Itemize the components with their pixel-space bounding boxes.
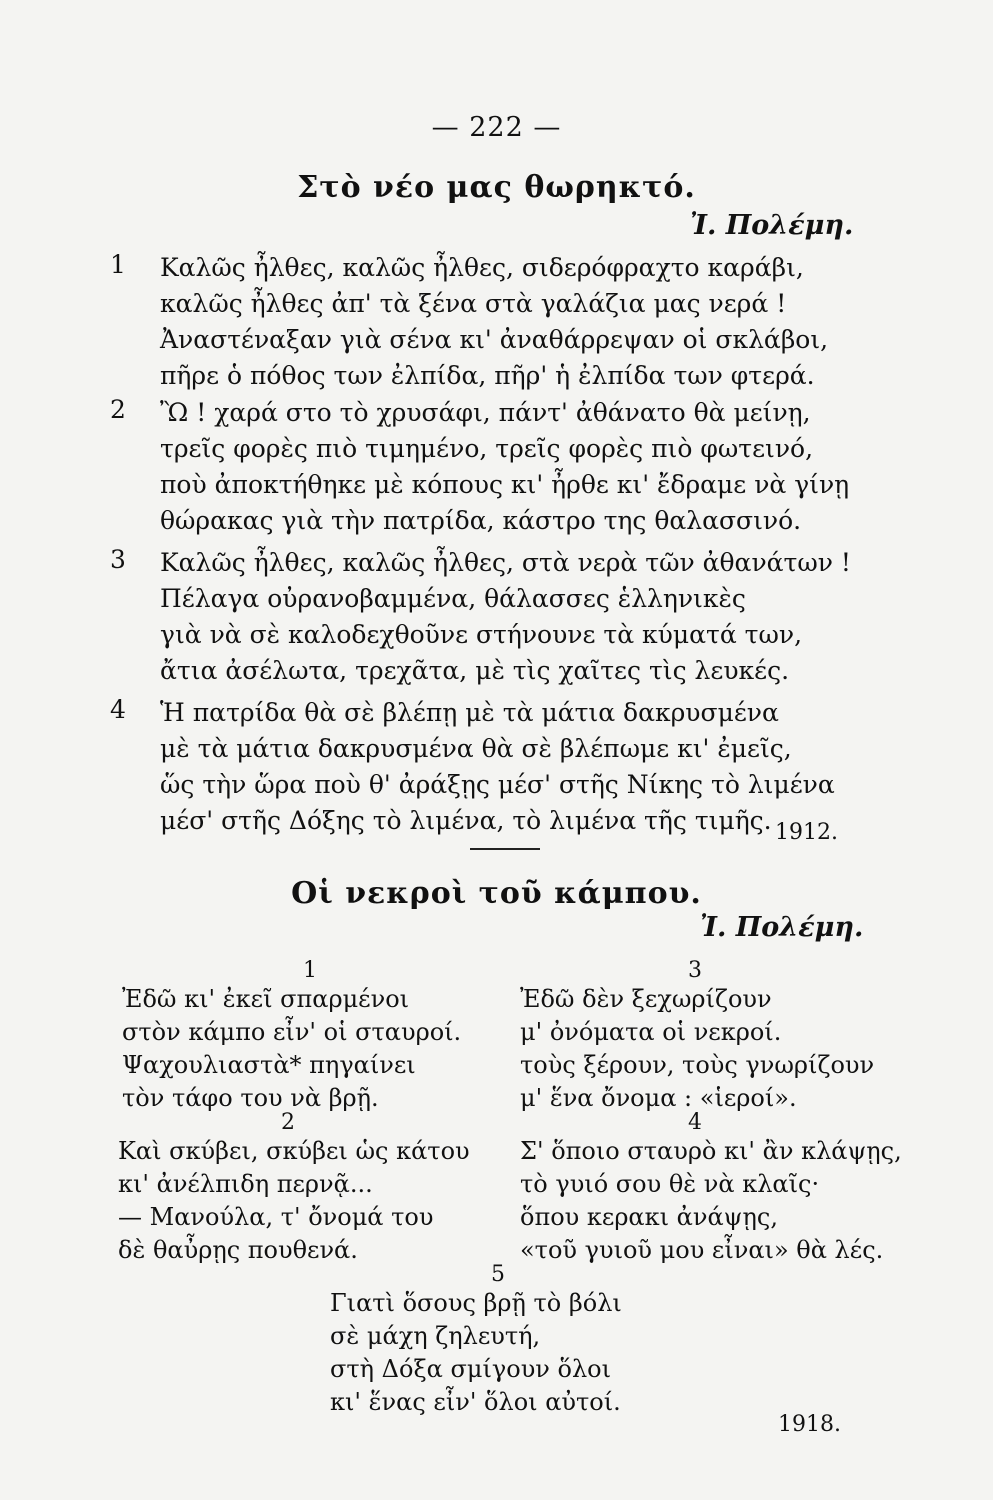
verse-line: καλῶς ἦλθες ἀπ' τὰ ξένα στὰ γαλάζια μας νερά ! [160, 289, 787, 318]
verse-line: στὸν κάμπο εἶν' οἱ σταυροί. [122, 1018, 462, 1046]
stanza-number: 5 [491, 1262, 505, 1287]
verse-line: Ψαχουλιαστὰ* πηγαίνει [122, 1051, 416, 1079]
stanza-number: 3 [688, 958, 702, 983]
stanza-number: 4 [110, 695, 126, 724]
stanza-number: 2 [281, 1110, 295, 1135]
page-number: — 222 — [431, 112, 562, 143]
poem1-title: Στὸ νέο μας θωρηκτό. [297, 170, 696, 205]
verse-line: ὅπου κερακι ἀνάψῃς, [520, 1203, 778, 1231]
poem1-author: Ἰ. Πολέμη. [690, 210, 854, 241]
poem2-title: Οἱ νεκροὶ τοῦ κάμπου. [291, 876, 702, 911]
verse-line: «τοῦ γυιοῦ μου εἶναι» θὰ λές. [520, 1236, 884, 1264]
verse-line: τρεῖς φορὲς πιὸ τιμημένο, τρεῖς φορὲς πιὸ φωτεινό, [160, 434, 814, 463]
verse-line: μὲ τὰ μάτια δακρυσμένα θὰ σὲ βλέπωμε κι' ἐμεῖς, [160, 734, 792, 763]
verse-line: Ἐδῶ κι' ἐκεῖ σπαρμένοι [122, 985, 410, 1013]
verse-line: δὲ θαὖρῃς πουθενά. [118, 1236, 358, 1264]
verse-line: Πέλαγα οὐρανοβαμμένα, θάλασσες ἑλληνικὲς [160, 584, 746, 613]
verse-line: — Μανούλα, τ' ὄνομά του [118, 1203, 434, 1231]
section-divider [470, 848, 540, 850]
verse-line: μ' ἕνα ὄνομα : «ἱεροί». [520, 1084, 797, 1112]
verse-line: Καλῶς ἦλθες, καλῶς ἦλθες, σιδερόφραχτο καράβι, [160, 253, 804, 282]
verse-line: Καλῶς ἦλθες, καλῶς ἦλθες, στὰ νερὰ τῶν ἀθανάτων ! [160, 548, 851, 577]
verse-line: Σ' ὅποιο σταυρὸ κι' ἂν κλάψῃς, [520, 1137, 902, 1165]
verse-line: μ' ὀνόματα οἱ νεκροί. [520, 1018, 782, 1046]
stanza-number: 1 [110, 250, 126, 279]
verse-line: Ἀναστέναξαν γιὰ σένα κι' ἀναθάρρεψαν οἱ σκλάβοι, [160, 325, 829, 354]
poem2-stanza-1 [122, 983, 461, 1115]
stanza-number: 3 [110, 545, 126, 574]
verse-line: Καὶ σκύβει, σκύβει ὡς κάτου [118, 1137, 470, 1165]
poem2-stanza-3 [520, 983, 874, 1115]
verse-line: μέσ' στῆς Δόξης τὸ λιμένα, τὸ λιμένα τῆς τιμῆς. [160, 806, 772, 835]
verse-line: πῆρε ὁ πόθος των ἐλπίδα, πῆρ' ἡ ἐλπίδα των φτερά. [160, 361, 815, 390]
stanza-number: 2 [110, 395, 126, 424]
poem2-stanza-5 [330, 1287, 622, 1419]
verse-line: Ἡ πατρίδα θὰ σὲ βλέπῃ μὲ τὰ μάτια δακρυσμένα [160, 698, 779, 727]
poem2-author: Ἰ. Πολέμη. [700, 912, 864, 943]
verse-line: Ὢ ! χαρά στο τὸ χρυσάφι, πάντ' ἀθάνατο θὰ μείνῃ, [160, 398, 811, 427]
verse-line: τοὺς ξέρουν, τοὺς γνωρίζουν [520, 1051, 875, 1079]
poem2-year: 1918. [778, 1412, 841, 1437]
verse-line: θώρακας γιὰ τὴν πατρίδα, κάστρο της θαλασσινό. [160, 506, 802, 535]
verse-line: γιὰ νὰ σὲ καλοδεχθοῦνε στήνουνε τὰ κύματά των, [160, 620, 803, 649]
verse-line: κι' ἀνέλπιδη περνᾷ... [118, 1170, 373, 1198]
verse-line: στὴ Δόξα σμίγουν ὅλοι [330, 1355, 612, 1383]
verse-line: ἄτια ἀσέλωτα, τρεχᾶτα, μὲ τὶς χαῖτες τὶς λευκές. [160, 656, 790, 685]
verse-line: κι' ἕνας εἶν' ὅλοι αὐτοί. [330, 1388, 621, 1416]
stanza-number: 4 [688, 1110, 702, 1135]
verse-line: Ἐδῶ δὲν ξεχωρίζουν [520, 985, 772, 1013]
poem2-stanza-4 [520, 1135, 902, 1267]
poem1-year: 1912. [775, 820, 838, 845]
verse-line: ὥς τὴν ὥρα ποὺ θ' ἀράξῃς μέσ' στῆς Νίκης τὸ λιμένα [160, 770, 835, 799]
poem2-stanza-2 [118, 1135, 470, 1267]
verse-line: Γιατὶ ὅσους βρῇ τὸ βόλι [330, 1289, 622, 1317]
verse-line: ποὺ ἀποκτήθηκε μὲ κόπους κι' ἦρθε κι' ἔδραμε νὰ γίνῃ [160, 470, 850, 499]
stanza-number: 1 [303, 958, 317, 983]
verse-line: σὲ μάχη ζηλευτή, [330, 1322, 541, 1350]
verse-line: τὸν τάφο του νὰ βρῇ. [122, 1084, 379, 1112]
verse-line: τὸ γυιό σου θὲ νὰ κλαῖς· [520, 1170, 820, 1198]
